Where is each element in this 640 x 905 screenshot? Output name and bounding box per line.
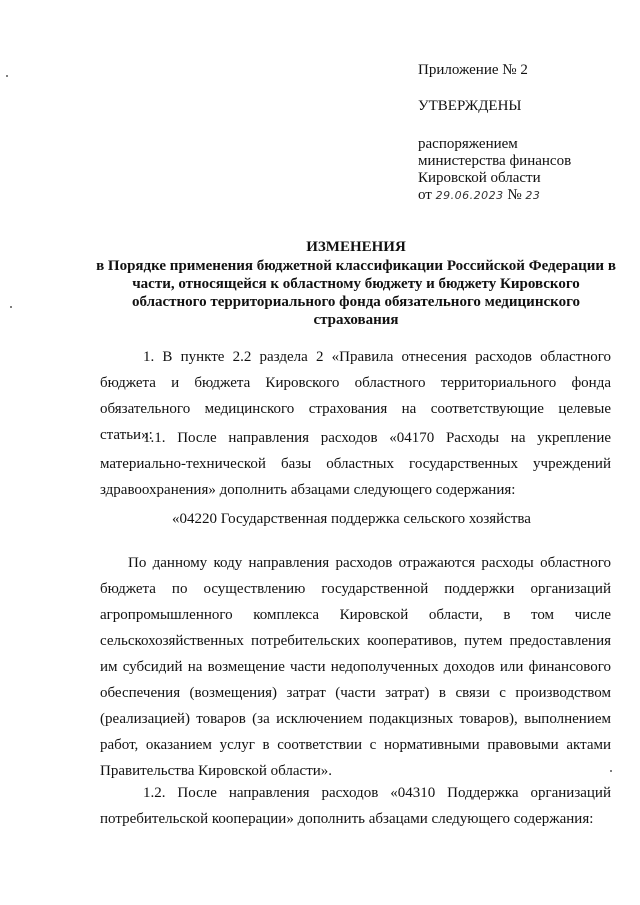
- authority-line-3: Кировской области: [418, 170, 541, 186]
- paragraph-1: 1. В пункте 2.2 раздела 2 «Правила отнесения расходов областного бюджета и бюджета Кировского областного территориального фонда обязательного медицинского страхования на соответствующие целевые статьи»:: [100, 349, 611, 443]
- scan-speck: [10, 306, 12, 308]
- authority-line-1: распоряжением: [418, 136, 518, 152]
- scan-speck: [6, 75, 8, 77]
- code-04220-description: По данному коду направления расходов отражаются расходы областного бюджета по осуществлению государственной поддержки организаций агропромышленного комплекса Кировской области, в том числе сельскохозяйственных потребительских кооперативов, путем предоставления им субсидий на возмещение части недополученных доходов или финансового обеспечения (возмещения) затрат (части затрат) в связи с производством (реализацией) товаров (за исключением подакцизных товаров), выполнением работ, оказанием услуг в соответствии с нормативными правовыми актами Правительства Кировской области».: [100, 555, 611, 779]
- appendix-number: Приложение № 2: [418, 62, 528, 78]
- code-04220-line: «04220 Государственная поддержка сельского хозяйства: [172, 511, 531, 527]
- document-heading: ИЗМЕНЕНИЯ: [306, 239, 406, 255]
- number-prefix: №: [507, 187, 522, 203]
- approval-authority: [418, 136, 628, 204]
- handwritten-date: 29.06.2023: [435, 189, 504, 202]
- paragraph-1-2: 1.2. После направления расходов «04310 Поддержка организаций потребительской кооперации» дополнить абзацами следующего содержания:: [100, 785, 611, 827]
- paragraph-1-1: 1.1. После направления расходов «04170 Расходы на укрепление материально-технической базы областных государственных учреждений здравоохранения» дополнить абзацами следующего содержания:: [100, 430, 611, 498]
- approval-block: [418, 62, 628, 204]
- handwritten-number: 23: [525, 189, 541, 202]
- document-subtitle: в Порядке применения бюджетной классификации Российской Федерации в части, относящейся к областному бюджету и бюджету Кировского областного территориального фонда обязательного медицинского страхования: [96, 258, 616, 328]
- order-date-line: [418, 187, 628, 204]
- authority-line-2: министерства финансов: [418, 153, 572, 169]
- date-prefix: от: [418, 187, 432, 203]
- scan-speck: [610, 770, 612, 772]
- approved-label: УТВЕРЖДЕНЫ: [418, 98, 522, 114]
